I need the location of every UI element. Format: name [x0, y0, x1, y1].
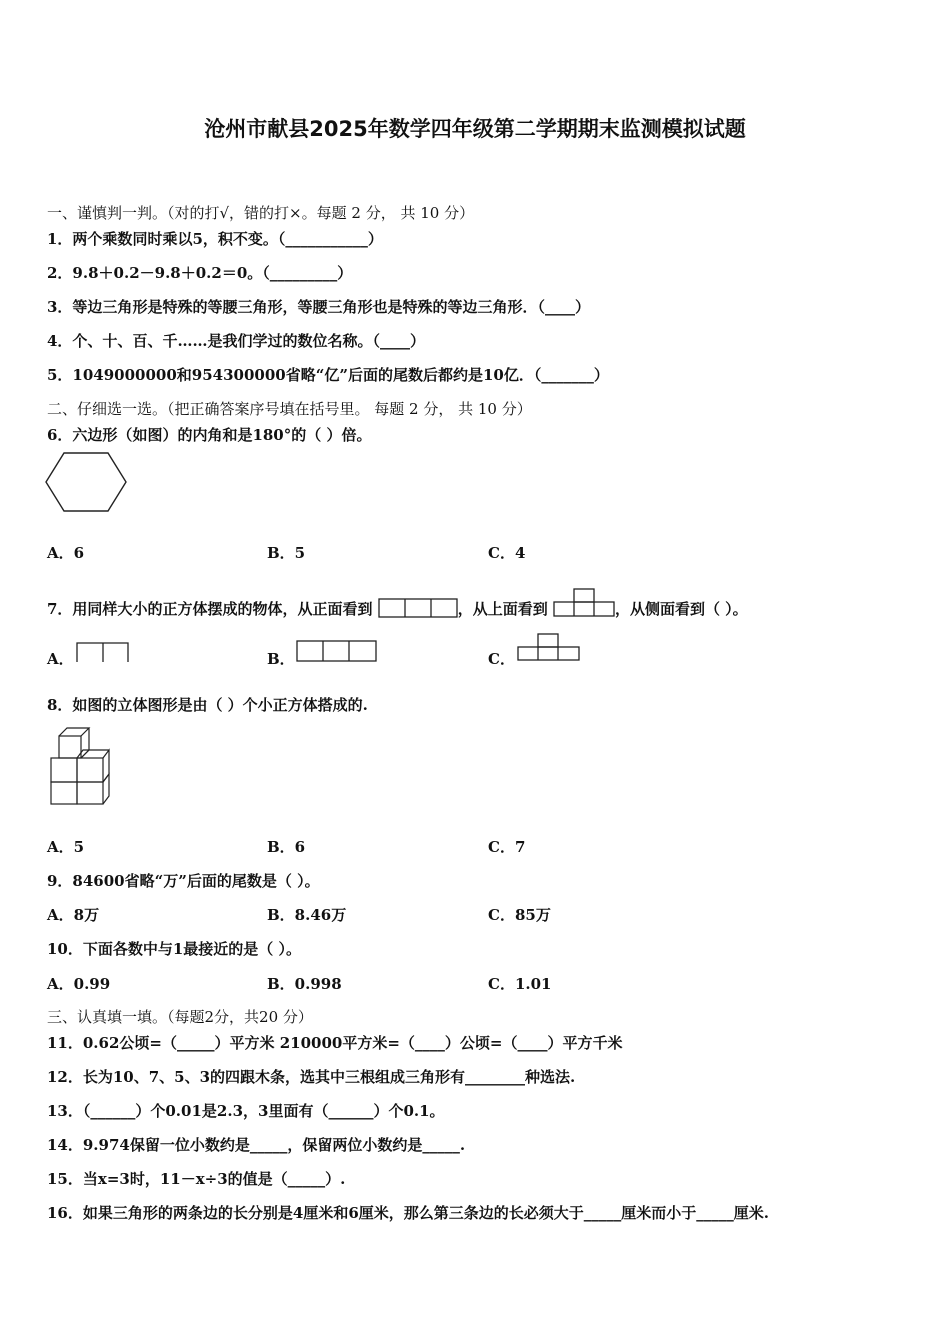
- q6-option-b: B．5: [267, 544, 306, 562]
- question-4: 4．个、十、百、千……是我们学过的数位名称。（____）: [47, 332, 425, 350]
- question-14: 14．9.974保留一位小数约是_____，保留两位小数约是_____.: [47, 1136, 466, 1154]
- q10-option-a: A．0.99: [47, 975, 111, 993]
- q7-text-part1: 7．用同样大小的正方体摆成的物体，从正面看到: [47, 600, 373, 618]
- q7-option-b-figure: [296, 639, 378, 663]
- q7-text-part2: ，从上面看到: [457, 600, 548, 618]
- question-3: 3．等边三角形是特殊的等腰三角形，等腰三角形也是特殊的等边三角形．（____）: [47, 298, 590, 316]
- q9-option-a: A．8万: [47, 906, 100, 924]
- question-2: 2．9.8＋0.2－9.8＋0.2＝0。（_________）: [47, 264, 353, 282]
- q9-option-c: C．85万: [488, 906, 551, 924]
- q7-option-a-label: A．: [47, 650, 74, 668]
- question-6: 6．六边形（如图）的内角和是180°的（ ）倍。: [47, 426, 372, 444]
- q8-option-a: A．5: [47, 838, 85, 856]
- hexagon-figure: [44, 451, 128, 513]
- question-12: 12．长为10、7、5、3的四跟木条，选其中三根组成三角形有________种选法.: [47, 1068, 576, 1086]
- section-2-heading: 二、仔细选一选。（把正确答案序号填在括号里。 每题 2 分， 共 10 分）: [47, 400, 532, 418]
- q7-option-a-figure: [76, 641, 132, 663]
- question-7: [47, 588, 748, 619]
- q9-option-b: B．8.46万: [267, 906, 347, 924]
- q7-option-b: [267, 648, 295, 669]
- q8-option-b: B．6: [267, 838, 306, 856]
- question-1: 1．两个乘数同时乘以5，积不变。（___________）: [47, 230, 383, 248]
- q7-option-c: [488, 648, 515, 669]
- question-8: 8．如图的立体图形是由（ ）个小正方体搭成的.: [47, 696, 368, 714]
- question-5: 5．1049000000和954300000省略“亿”后面的尾数后都约是10亿．（_______）: [47, 366, 609, 384]
- question-15: 15．当x=3时，11－x÷3的值是（_____）.: [47, 1170, 346, 1188]
- question-16: 16．如果三角形的两条边的长分别是4厘米和6厘米，那么第三条边的长必须大于_____厘米而小于_____厘米.: [47, 1204, 769, 1222]
- cube-stack-figure: [46, 724, 114, 808]
- section-3-heading: 三、认真填一填。（每题2分，共20 分）: [47, 1008, 313, 1026]
- q7-option-c-label: C．: [488, 650, 515, 668]
- q6-option-a: A．6: [47, 544, 85, 562]
- question-11: 11．0.62公顷=（_____）平方米 210000平方米=（____）公顷=（____）平方千米: [47, 1034, 623, 1052]
- q7-option-c-figure: [517, 632, 581, 662]
- q10-option-b: B．0.998: [267, 975, 342, 993]
- question-9: 9．84600省略“万”后面的尾数是（ ）。: [47, 872, 320, 890]
- top-view-figure: [553, 588, 615, 618]
- q7-option-a: [47, 648, 74, 669]
- q10-option-c: C．1.01: [488, 975, 552, 993]
- question-10: 10．下面各数中与1最接近的是（ ）。: [47, 940, 302, 958]
- q6-option-c: C．4: [488, 544, 526, 562]
- q7-text-part3: ，从侧面看到（ ）。: [614, 600, 748, 618]
- front-view-figure: [378, 596, 458, 618]
- q8-option-c: C．7: [488, 838, 526, 856]
- q7-option-b-label: B．: [267, 650, 295, 668]
- question-13: 13．（______）个0.01是2.3，3里面有（______）个0.1。: [47, 1102, 445, 1120]
- section-1-heading: 一、谨慎判一判。（对的打√，错的打×。每题 2 分， 共 10 分）: [47, 204, 475, 222]
- page-title: 沧州市献县2025年数学四年级第二学期期末监测模拟试题: [204, 117, 746, 141]
